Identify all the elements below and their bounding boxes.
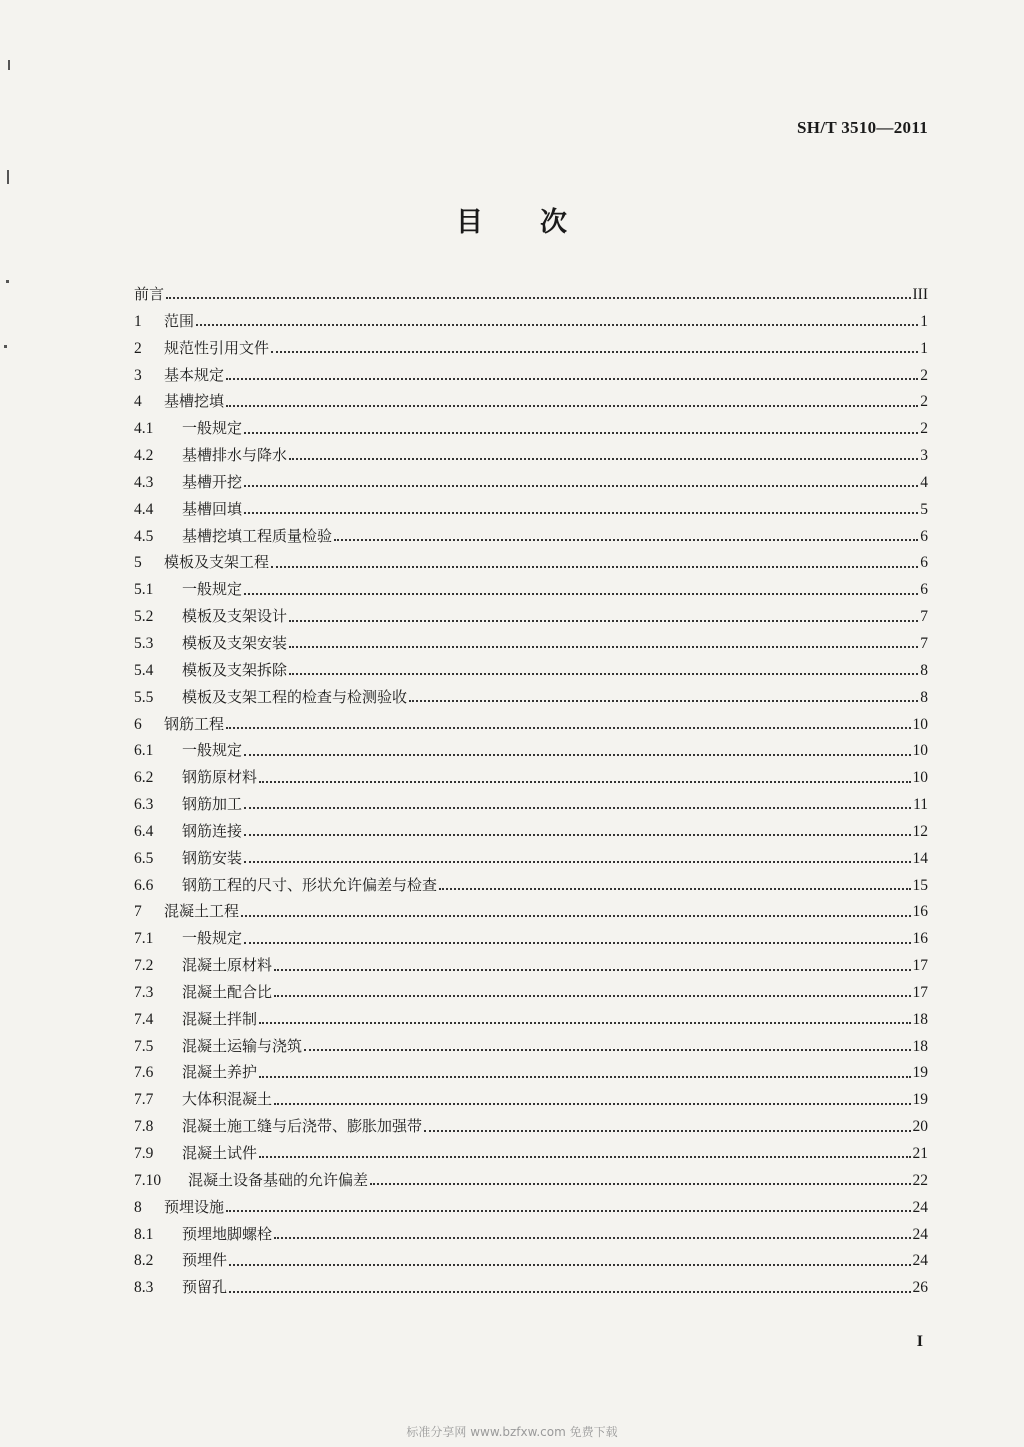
toc-leader-dots [229, 1264, 910, 1266]
toc-entry-page: 3 [920, 447, 928, 465]
toc-entry-page: 10 [912, 769, 928, 787]
toc-entry-number: 5.5 [134, 688, 154, 706]
toc-entry-label: 大体积混凝土 [182, 1090, 273, 1109]
toc-entry-label: 混凝土养护 [182, 1063, 258, 1082]
toc-entry[interactable] [134, 388, 928, 415]
toc-entry[interactable] [134, 1006, 928, 1033]
toc-entry[interactable] [134, 872, 928, 899]
toc-entry-label: 钢筋加工 [182, 795, 243, 814]
toc-entry-label: 预留孔 [182, 1278, 228, 1297]
toc-entry-page: 16 [912, 930, 928, 948]
toc-entry-page: 4 [920, 473, 928, 491]
toc-entry-label: 前言 [134, 285, 165, 303]
toc-leader-dots [196, 324, 918, 326]
toc-leader-dots [226, 378, 918, 380]
scan-speck [4, 345, 7, 348]
toc-entry[interactable] [134, 630, 928, 657]
toc-entry-number: 7.9 [134, 1145, 154, 1162]
toc-entry[interactable] [134, 1113, 928, 1140]
toc-entry[interactable] [134, 549, 928, 576]
toc-title [0, 200, 1024, 239]
toc-entry-label: 钢筋工程 [164, 714, 225, 733]
toc-entry-label: 预埋件 [182, 1251, 228, 1270]
toc-entry-label: 钢筋安装 [182, 848, 243, 867]
toc-entry-page: 7 [920, 634, 928, 652]
toc-entry-number: 1 [134, 312, 142, 330]
toc-leader-dots [244, 485, 918, 487]
toc-entry-number: 7 [134, 903, 142, 921]
toc-leader-dots [226, 1210, 910, 1212]
toc-leader-dots [244, 861, 910, 863]
toc-entry-label: 基槽开挖 [182, 472, 243, 491]
toc-entry-label: 模板及支架安装 [182, 633, 288, 652]
toc-leader-dots [259, 1022, 910, 1024]
toc-entry-page: 1 [920, 339, 928, 357]
toc-entry-label: 基槽排水与降水 [182, 446, 288, 465]
toc-entry[interactable] [134, 791, 928, 818]
toc-entry[interactable] [134, 657, 928, 684]
toc-entry-label: 混凝土试件 [182, 1144, 258, 1162]
toc-entry-label: 基本规定 [164, 365, 225, 384]
toc-entry[interactable] [134, 925, 928, 952]
toc-entry-label: 混凝土运输与浇筑 [182, 1036, 303, 1055]
toc-entry-page: 17 [912, 957, 928, 975]
toc-entry-page: 14 [912, 849, 928, 867]
toc-entry[interactable] [134, 576, 928, 603]
toc-entry-page: 19 [912, 1091, 928, 1109]
toc-entry-label: 基槽挖填 [164, 392, 225, 411]
toc-entry-label: 一般规定 [182, 419, 243, 438]
toc-entry-number: 6.5 [134, 849, 154, 867]
toc-entry[interactable] [134, 952, 928, 979]
table-of-contents [134, 281, 928, 1301]
toc-entry-label: 钢筋工程的尺寸、形状允许偏差与检查 [182, 875, 438, 894]
toc-entry-page: 5 [920, 500, 928, 518]
toc-entry-label: 基槽挖填工程质量检验 [182, 526, 333, 545]
toc-leader-dots [289, 646, 918, 648]
toc-entry-number: 5 [134, 554, 142, 572]
toc-title-right: 次 [540, 207, 568, 238]
toc-entry-number: 6.2 [134, 769, 154, 787]
toc-entry-number: 4 [134, 393, 142, 411]
toc-entry[interactable] [134, 1140, 928, 1167]
scan-speck [8, 60, 10, 70]
toc-entry[interactable] [134, 684, 928, 711]
toc-entry-label: 混凝土工程 [164, 902, 240, 921]
toc-entry[interactable] [134, 1059, 928, 1086]
toc-leader-dots [226, 405, 918, 407]
toc-entry-page: 11 [913, 796, 928, 814]
scan-speck [6, 280, 9, 283]
toc-entry-page: 12 [912, 822, 928, 840]
toc-leader-dots [271, 351, 918, 353]
toc-entry[interactable] [134, 898, 928, 925]
toc-entry-label: 钢筋连接 [182, 821, 243, 840]
toc-entry-label: 混凝土拌制 [182, 1009, 258, 1028]
toc-leader-dots [244, 807, 911, 809]
toc-entry-number: 4.3 [134, 473, 154, 491]
toc-leader-dots [244, 593, 918, 595]
toc-entry[interactable] [134, 711, 928, 738]
toc-entry[interactable] [134, 1274, 928, 1301]
toc-entry-number: 7.5 [134, 1037, 154, 1055]
toc-entry-number: 7.4 [134, 1010, 154, 1028]
toc-entry[interactable] [134, 1086, 928, 1113]
scan-speck [7, 170, 9, 184]
toc-entry-page: 26 [912, 1279, 928, 1297]
toc-entry-number: 6.4 [134, 822, 154, 840]
toc-leader-dots [424, 1130, 910, 1132]
toc-entry[interactable] [134, 1167, 928, 1194]
toc-entry-number: 6.6 [134, 876, 154, 894]
toc-entry-label: 模板及支架工程的检查与检测验收 [182, 687, 408, 706]
toc-entry-page: 8 [920, 688, 928, 706]
page-number: I [916, 1333, 923, 1350]
toc-leader-dots [259, 781, 910, 783]
toc-entry-label: 混凝土施工缝与后浇带、膨胀加强带 [182, 1117, 423, 1136]
toc-entry[interactable] [134, 308, 928, 335]
toc-entry-number: 4.4 [134, 500, 154, 518]
toc-leader-dots [244, 834, 910, 836]
toc-entry-label: 模板及支架拆除 [182, 660, 288, 679]
toc-leader-dots [274, 995, 910, 997]
toc-entry-number: 7.1 [134, 930, 154, 948]
toc-entry-number: 4.5 [134, 527, 154, 545]
toc-entry-page: 8 [920, 661, 928, 679]
toc-entry-label: 规范性引用文件 [164, 338, 270, 357]
toc-leader-dots [334, 539, 918, 541]
toc-entry-page: 10 [912, 715, 928, 733]
toc-entry-page: 16 [912, 903, 928, 921]
toc-entry[interactable] [134, 1221, 928, 1248]
toc-entry-label: 混凝土原材料 [182, 956, 273, 975]
toc-entry-page: 17 [912, 983, 928, 1001]
toc-entry-number: 3 [134, 366, 142, 384]
toc-entry-label: 范围 [164, 311, 195, 330]
toc-leader-dots [370, 1183, 910, 1185]
toc-entry-number: 7.8 [134, 1118, 154, 1136]
toc-leader-dots [241, 915, 910, 917]
toc-entry-number: 7.10 [134, 1171, 162, 1189]
toc-entry[interactable] [134, 442, 928, 469]
toc-entry[interactable] [134, 764, 928, 791]
toc-entry[interactable] [134, 603, 928, 630]
toc-entry-page: 6 [920, 581, 928, 599]
toc-entry-number: 4.1 [134, 420, 154, 438]
toc-entry[interactable] [134, 496, 928, 523]
toc-leader-dots [271, 566, 918, 568]
toc-entry[interactable] [134, 335, 928, 362]
toc-leader-dots [244, 432, 918, 434]
toc-entry-number: 8.2 [134, 1252, 154, 1270]
toc-entry-page: 2 [920, 420, 928, 438]
toc-entry-page: 21 [912, 1145, 928, 1162]
toc-leader-dots [244, 512, 918, 514]
toc-entry-label: 混凝土设备基础的允许偏差 [188, 1170, 369, 1189]
toc-entry-page: 7 [920, 608, 928, 626]
toc-entry-page: 2 [920, 393, 928, 411]
toc-entry-page: 20 [912, 1118, 928, 1136]
toc-entry-number: 2 [134, 339, 142, 357]
toc-leader-dots [289, 673, 918, 675]
toc-entry-label: 基槽回填 [182, 499, 243, 518]
toc-entry-page: 15 [912, 876, 928, 894]
toc-entry-number: 4.2 [134, 447, 154, 465]
toc-title-left: 目 [456, 207, 484, 238]
toc-entry-page: 6 [920, 554, 928, 572]
toc-entry-page: 2 [920, 366, 928, 384]
toc-entry-page: 24 [912, 1252, 928, 1270]
toc-leader-dots [439, 888, 910, 890]
toc-entry-page: 18 [912, 1037, 928, 1055]
toc-leader-dots [274, 1237, 910, 1239]
toc-entry[interactable] [134, 979, 928, 1006]
document-code: SH/T 3510—2011 [797, 118, 928, 137]
toc-entry[interactable] [134, 737, 928, 764]
toc-leader-dots [259, 1156, 910, 1158]
toc-leader-dots [289, 458, 918, 460]
toc-leader-dots [304, 1049, 910, 1051]
toc-leader-dots [244, 754, 910, 756]
toc-entry-label: 钢筋原材料 [182, 768, 258, 787]
toc-leader-dots [409, 700, 918, 702]
toc-entry-number: 5.4 [134, 661, 154, 679]
toc-entry-number: 7.6 [134, 1064, 154, 1082]
toc-entry-page: 1 [920, 312, 928, 330]
toc-entry-page: 24 [912, 1198, 928, 1216]
toc-entry-label: 一般规定 [182, 929, 243, 948]
toc-entry-number: 5.3 [134, 634, 154, 652]
toc-entry-number: 6.3 [134, 796, 154, 814]
toc-entry[interactable] [134, 469, 928, 496]
toc-entry-page: 24 [912, 1225, 928, 1243]
toc-entry-number: 5.2 [134, 608, 154, 626]
toc-entry-page: 19 [912, 1064, 928, 1082]
toc-entry-label: 预埋地脚螺栓 [182, 1224, 273, 1243]
toc-entry-label: 模板及支架设计 [182, 607, 288, 626]
toc-entry[interactable] [134, 1033, 928, 1060]
toc-leader-dots [226, 727, 910, 729]
toc-entry-page: III [912, 286, 928, 303]
toc-entry-label: 模板及支架工程 [164, 553, 270, 572]
toc-entry-number: 6 [134, 715, 142, 733]
toc-entry-page: 18 [912, 1010, 928, 1028]
toc-entry[interactable] [134, 845, 928, 872]
toc-entry-number: 7.3 [134, 983, 154, 1001]
toc-entry[interactable] [134, 362, 928, 389]
toc-entry-number: 6.1 [134, 742, 154, 760]
toc-leader-dots [166, 297, 910, 299]
toc-entry-number: 8 [134, 1198, 142, 1216]
toc-entry-label: 一般规定 [182, 741, 243, 760]
toc-leader-dots [289, 620, 918, 622]
toc-entry-page: 22 [912, 1171, 928, 1189]
toc-leader-dots [229, 1291, 910, 1293]
toc-entry-label: 预埋设施 [164, 1197, 225, 1216]
toc-entry[interactable] [134, 415, 928, 442]
toc-entry-number: 8.1 [134, 1225, 154, 1243]
toc-entry[interactable] [134, 1194, 928, 1221]
toc-leader-dots [274, 969, 910, 971]
toc-entry[interactable] [134, 818, 928, 845]
toc-entry-label: 一般规定 [182, 580, 243, 599]
toc-leader-dots [244, 942, 910, 944]
toc-entry[interactable] [134, 281, 928, 308]
toc-entry-page: 6 [920, 527, 928, 545]
toc-entry-label: 混凝土配合比 [182, 982, 273, 1001]
toc-leader-dots [274, 1103, 910, 1105]
toc-entry-page: 10 [912, 742, 928, 760]
toc-entry-number: 8.3 [134, 1279, 154, 1297]
toc-entry[interactable] [134, 523, 928, 550]
toc-leader-dots [259, 1076, 910, 1078]
toc-entry-number: 7.7 [134, 1091, 154, 1109]
toc-entry-number: 7.2 [134, 957, 154, 975]
toc-entry-number: 5.1 [134, 581, 154, 599]
watermark-text: 标准分享网 www.bzfxw.com 免费下载 [406, 1425, 618, 1439]
toc-entry[interactable] [134, 1247, 928, 1274]
